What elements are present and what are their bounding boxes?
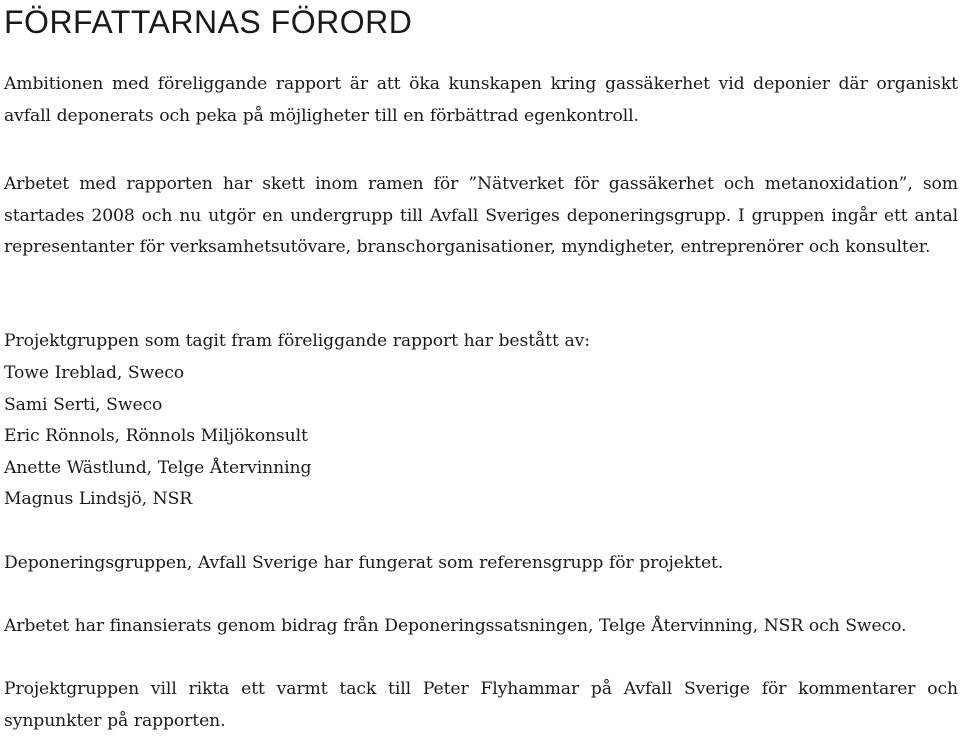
member-list [4,358,958,516]
list-item: Sami Serti, Sweco [4,394,163,415]
list-item: Anette Wästlund, Telge Återvinning [4,457,312,478]
document-page [4,0,958,731]
paragraph-ambition: Ambitionen med föreliggande rapport är att öka kunskapen kring gassäkerhet vid deponier där organiskt avfall deponerats och peka på möjligheter till en förbättrad egenkontroll. [4,74,958,126]
page-title: FÖRFATTARNAS FÖRORD [4,4,413,40]
paragraph-reference-group: Deponeringsgruppen, Avfall Sverige har fungerat som referensgrupp för projektet. [4,553,724,573]
paragraph-funding: Arbetet har finansierats genom bidrag från Deponeringssatsningen, Telge Återvinning, NSR och Sweco. [4,616,907,636]
paragraph-network: Arbetet med rapporten har skett inom ramen för ”Nätverket för gassäkerhet och metanoxidation”, som startades 2008 och nu utgör en undergrupp till Avfall Sveriges deponeringsgrupp. I gruppen ingår ett antal representanter för verksamhetsutövare, branschorganisationer, myndigheter, entreprenörer och konsulter. [4,174,958,257]
paragraph-thanks: Projektgruppen vill rikta ett varmt tack till Peter Flyhammar på Avfall Sverige för kommentarer och synpunkter på rapporten. [4,679,958,731]
project-group-intro: Projektgruppen som tagit fram föreliggande rapport har bestått av: [4,331,590,351]
list-item: Eric Rönnols, Rönnols Miljökonsult [4,426,308,446]
list-item: Magnus Lindsjö, NSR [4,489,193,509]
list-item: Towe Ireblad, Sweco [4,363,185,383]
